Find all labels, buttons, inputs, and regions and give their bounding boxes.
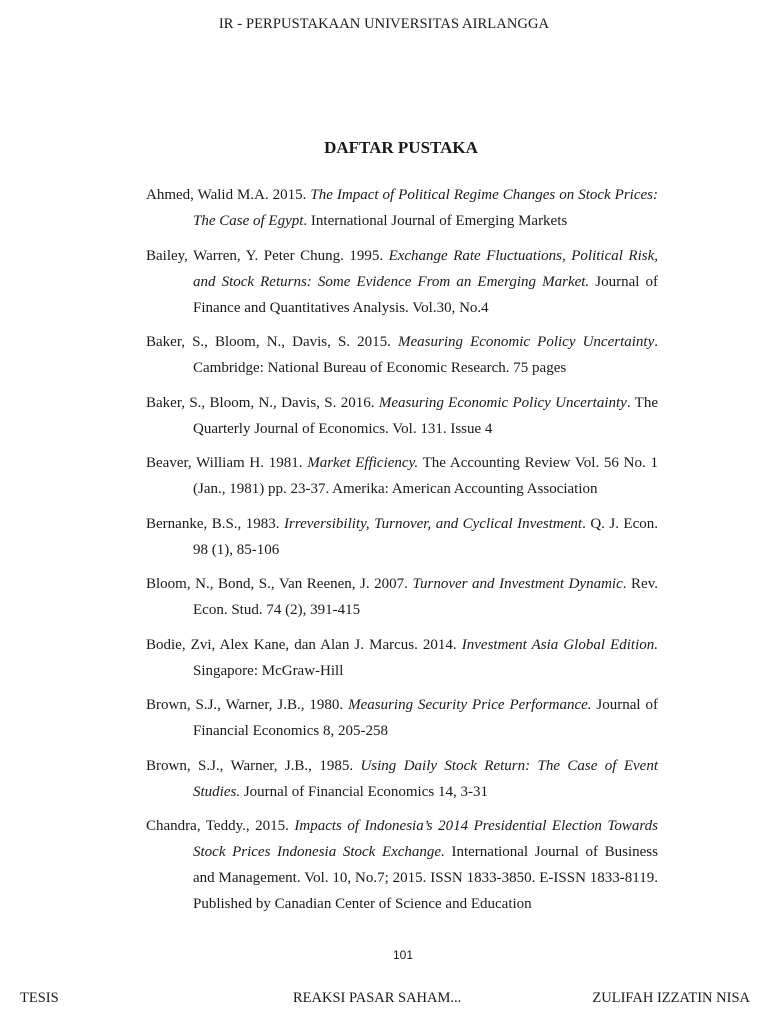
reference-source: Singapore: McGraw-Hill (193, 662, 344, 679)
reference-entry (146, 182, 658, 234)
reference-title: The Impact of Political Regime Changes on Stock Prices: The Case of Egypt (193, 187, 658, 229)
reference-authors-year: Bernanke, B.S., 1983. (146, 515, 284, 532)
reference-entry (146, 243, 658, 321)
document-header: IR - PERPUSTAKAAN UNIVERSITAS AIRLANGGA (218, 16, 550, 32)
reference-authors-year: Baker, S., Bloom, N., Davis, S. 2015. (146, 334, 399, 350)
reference-title: Impacts of Indonesia’s 2014 Presidential Election Towards Stock Prices Indonesia Stock Exchange. (193, 818, 658, 860)
reference-source: Journal of Financial Economics 14, 3-31 (240, 783, 488, 800)
reference-title: Irreversibility, Turnover, and Cyclical Investment (283, 515, 583, 532)
reference-title: Exchange Rate Fluctuations, Political Risk, and Stock Returns: Some Evidence From an Emerging Market. (193, 247, 658, 290)
reference-source: . International Journal of Emerging Markets (303, 213, 568, 229)
reference-authors-year: Bailey, Warren, Y. Peter Chung. 1995. (146, 247, 389, 264)
footer-left-label: TESIS (20, 990, 59, 1006)
page-number: 101 (392, 948, 414, 962)
reference-authors-year: Beaver, William H. 1981. (146, 455, 308, 471)
reference-list (146, 182, 658, 926)
reference-authors-year: Baker, S., Bloom, N., Davis, S. 2016. (146, 394, 379, 411)
reference-title: Measuring Security Price Performance. (348, 697, 592, 713)
reference-source: . Rev. Econ. Stud. 74 (2), 391-415 (193, 576, 658, 618)
reference-entry (146, 329, 658, 381)
document-footer (20, 990, 750, 1010)
reference-entry (146, 571, 658, 623)
reference-entry (146, 511, 658, 563)
reference-source: Journal of Financial Economics 8, 205-258 (193, 697, 658, 739)
reference-authors-year: Brown, S.J., Warner, J.B., 1980. (146, 697, 349, 713)
reference-title: Turnover and Investment Dynamic (412, 576, 623, 592)
reference-entry (146, 450, 658, 502)
reference-title: Measuring Economic Policy Uncertainty (398, 334, 655, 350)
reference-entry (146, 753, 658, 805)
reference-source: . Cambridge: National Bureau of Economic Research. 75 pages (193, 334, 658, 376)
reference-entry (146, 632, 658, 684)
reference-authors-year: Bodie, Zvi, Alex Kane, dan Alan J. Marcus. 2014. (146, 636, 462, 653)
reference-entry (146, 692, 658, 744)
reference-source: . Q. J. Econ. 98 (1), 85-106 (193, 515, 658, 558)
reference-authors-year: Ahmed, Walid M.A. 2015. (146, 187, 311, 203)
reference-source: Journal of Finance and Quantitatives Analysis. Vol.30, No.4 (193, 273, 658, 316)
reference-title: Using Daily Stock Return: The Case of Event Studies. (193, 757, 659, 800)
reference-title: Measuring Economic Policy Uncertainty (378, 394, 627, 411)
reference-authors-year: Chandra, Teddy., 2015. (146, 818, 295, 834)
reference-authors-year: Bloom, N., Bond, S., Van Reenen, J. 2007. (146, 576, 413, 592)
reference-title: Investment Asia Global Edition. (461, 636, 659, 653)
reference-source: International Journal of Business and Management. Vol. 10, No.7; 2015. ISSN 1833-3850. E-ISSN 1833-8119. Published by Canadian Center of Science and Education (193, 844, 658, 912)
reference-source: . The Quarterly Journal of Economics. Vol. 131. Issue 4 (193, 394, 658, 437)
reference-source: The Accounting Review Vol. 56 No. 1 (Jan., 1981) pp. 23-37. Amerika: American Accounting Association (193, 455, 658, 497)
page-title: DAFTAR PUSTAKA (324, 138, 478, 157)
reference-entry (146, 390, 658, 442)
footer-center-label: REAKSI PASAR SAHAM... (293, 990, 462, 1006)
reference-entry (146, 813, 658, 917)
reference-title: Market Efficiency. (307, 455, 419, 471)
reference-authors-year: Brown, S.J., Warner, J.B., 1985. (146, 757, 361, 774)
footer-right-label: ZULIFAH IZZATIN NISA (592, 990, 750, 1006)
